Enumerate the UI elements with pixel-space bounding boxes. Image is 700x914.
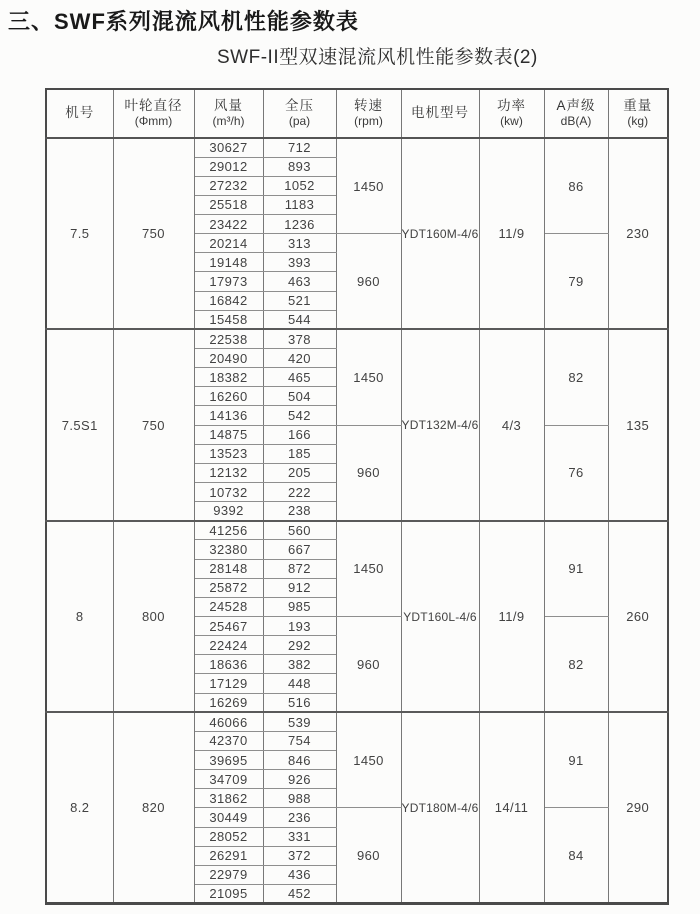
cell-air-flow: 41256 [194,521,263,540]
cell-speed-low: 960 [336,808,401,904]
cell-air-flow: 26291 [194,846,263,865]
cell-air-flow: 22538 [194,329,263,348]
cell-air-flow: 14875 [194,425,263,444]
cell-power: 11/9 [479,138,544,329]
cell-air-flow: 46066 [194,712,263,731]
cell-total-pressure: 912 [263,578,336,597]
cell-total-pressure: 185 [263,444,336,463]
cell-total-pressure: 521 [263,291,336,310]
cell-noise-high: 91 [544,712,608,808]
cell-noise-high: 82 [544,329,608,425]
cell-total-pressure: 988 [263,789,336,808]
cell-motor: YDT180M-4/6 [401,712,479,903]
header-weight-unit: (kg) [627,114,649,129]
table-row [46,329,668,348]
cell-air-flow: 31862 [194,789,263,808]
cell-air-flow: 16269 [194,693,263,712]
cell-air-flow: 21095 [194,884,263,903]
cell-weight: 260 [608,521,668,712]
table-body [46,138,668,904]
cell-total-pressure: 872 [263,559,336,578]
cell-air-flow: 17129 [194,674,263,693]
cell-air-flow: 25518 [194,195,263,214]
cell-weight: 230 [608,138,668,329]
cell-impeller-diameter: 820 [113,712,194,903]
header-row [46,89,668,138]
header-total-pressure-label: 全压 [285,97,314,113]
cell-total-pressure: 372 [263,846,336,865]
cell-impeller-diameter: 750 [113,329,194,520]
cell-noise-low: 82 [544,617,608,713]
cell-total-pressure: 985 [263,597,336,616]
cell-noise-low: 84 [544,808,608,904]
cell-speed-high: 1450 [336,138,401,234]
cell-total-pressure: 378 [263,329,336,348]
cell-air-flow: 22424 [194,636,263,655]
cell-total-pressure: 712 [263,138,336,157]
cell-air-flow: 25872 [194,578,263,597]
cell-air-flow: 17973 [194,272,263,291]
header-noise-level [544,89,608,138]
cell-air-flow: 16842 [194,291,263,310]
cell-total-pressure: 393 [263,253,336,272]
header-speed-unit: (rpm) [354,114,383,129]
cell-air-flow: 15458 [194,310,263,329]
page-title: 三、SWF系列混流风机性能参数表 [8,9,359,34]
cell-total-pressure: 452 [263,884,336,903]
header-power [479,89,544,138]
cell-air-flow: 22979 [194,865,263,884]
cell-total-pressure: 313 [263,234,336,253]
cell-total-pressure: 544 [263,310,336,329]
cell-air-flow: 29012 [194,157,263,176]
header-total-pressure-unit: (pa) [288,114,311,129]
cell-fan-no: 8.2 [46,712,113,903]
cell-total-pressure: 292 [263,636,336,655]
cell-fan-no: 8 [46,521,113,712]
cell-total-pressure: 516 [263,693,336,712]
cell-total-pressure: 667 [263,540,336,559]
cell-total-pressure: 504 [263,387,336,406]
cell-total-pressure: 382 [263,655,336,674]
cell-air-flow: 18382 [194,368,263,387]
header-motor-model-label: 电机型号 [411,105,469,121]
header-motor-model [401,89,479,138]
cell-speed-low: 960 [336,617,401,713]
cell-motor: YDT160L-4/6 [401,521,479,712]
cell-noise-high: 86 [544,138,608,234]
cell-noise-high: 91 [544,521,608,617]
cell-air-flow: 14136 [194,406,263,425]
cell-air-flow: 34709 [194,770,263,789]
cell-total-pressure: 420 [263,349,336,368]
cell-total-pressure: 222 [263,483,336,502]
cell-noise-low: 79 [544,234,608,330]
header-power-label: 功率 [497,97,526,113]
cell-total-pressure: 846 [263,751,336,770]
header-speed [336,89,401,138]
cell-air-flow: 20490 [194,349,263,368]
cell-total-pressure: 539 [263,712,336,731]
header-weight [608,89,668,138]
header-impeller-diameter-label: 叶轮直径 [124,97,183,113]
cell-speed-low: 960 [336,234,401,330]
header-air-flow-unit: (m³/h) [212,114,245,129]
cell-noise-low: 76 [544,425,608,521]
header-noise-level-unit: dB(A) [560,114,592,129]
cell-power: 11/9 [479,521,544,712]
cell-fan-no: 7.5S1 [46,329,113,520]
cell-air-flow: 10732 [194,483,263,502]
cell-air-flow: 28148 [194,559,263,578]
cell-air-flow: 28052 [194,827,263,846]
cell-power: 14/11 [479,712,544,903]
cell-weight: 290 [608,712,668,903]
cell-air-flow: 20214 [194,234,263,253]
cell-total-pressure: 205 [263,463,336,482]
cell-total-pressure: 436 [263,865,336,884]
cell-air-flow: 19148 [194,253,263,272]
cell-total-pressure: 448 [263,674,336,693]
cell-total-pressure: 560 [263,521,336,540]
header-fan-no [46,89,113,138]
cell-air-flow: 42370 [194,731,263,750]
cell-speed-high: 1450 [336,521,401,617]
cell-total-pressure: 463 [263,272,336,291]
cell-total-pressure: 166 [263,425,336,444]
cell-power: 4/3 [479,329,544,520]
cell-total-pressure: 236 [263,808,336,827]
header-impeller-diameter-unit: (Φmm) [134,114,173,129]
cell-air-flow: 23422 [194,215,263,234]
header-speed-label: 转速 [354,97,383,113]
cell-impeller-diameter: 750 [113,138,194,329]
cell-motor: YDT132M-4/6 [401,329,479,520]
cell-air-flow: 25467 [194,617,263,636]
cell-speed-high: 1450 [336,329,401,425]
cell-total-pressure: 542 [263,406,336,425]
cell-total-pressure: 238 [263,502,336,521]
cell-total-pressure: 1183 [263,195,336,214]
cell-total-pressure: 465 [263,368,336,387]
cell-motor: YDT160M-4/6 [401,138,479,329]
header-noise-level-label: A声级 [556,97,596,113]
header-fan-no-label: 机号 [65,105,95,121]
cell-weight: 135 [608,329,668,520]
cell-total-pressure: 754 [263,731,336,750]
cell-speed-high: 1450 [336,712,401,808]
cell-fan-no: 7.5 [46,138,113,329]
fan-performance-table [45,88,669,905]
cell-air-flow: 32380 [194,540,263,559]
cell-speed-low: 960 [336,425,401,521]
cell-air-flow: 16260 [194,387,263,406]
header-total-pressure [263,89,336,138]
cell-total-pressure: 893 [263,157,336,176]
cell-impeller-diameter: 800 [113,521,194,712]
cell-air-flow: 30449 [194,808,263,827]
cell-air-flow: 24528 [194,597,263,616]
table-row [46,138,668,157]
cell-total-pressure: 193 [263,617,336,636]
cell-total-pressure: 1052 [263,176,336,195]
cell-total-pressure: 926 [263,770,336,789]
header-impeller-diameter [113,89,194,138]
header-air-flow-label: 风量 [214,97,243,113]
table-row [46,712,668,731]
cell-air-flow: 12132 [194,463,263,482]
table-subtitle: SWF-II型双速混流风机性能参数表(2) [217,47,538,68]
table-row [46,521,668,540]
cell-air-flow: 27232 [194,176,263,195]
cell-total-pressure: 331 [263,827,336,846]
cell-air-flow: 13523 [194,444,263,463]
cell-air-flow: 18636 [194,655,263,674]
header-weight-label: 重量 [623,97,653,113]
cell-air-flow: 9392 [194,502,263,521]
cell-total-pressure: 1236 [263,215,336,234]
header-power-unit: (kw) [500,114,523,129]
header-air-flow [194,89,263,138]
cell-air-flow: 39695 [194,751,263,770]
cell-air-flow: 30627 [194,138,263,157]
